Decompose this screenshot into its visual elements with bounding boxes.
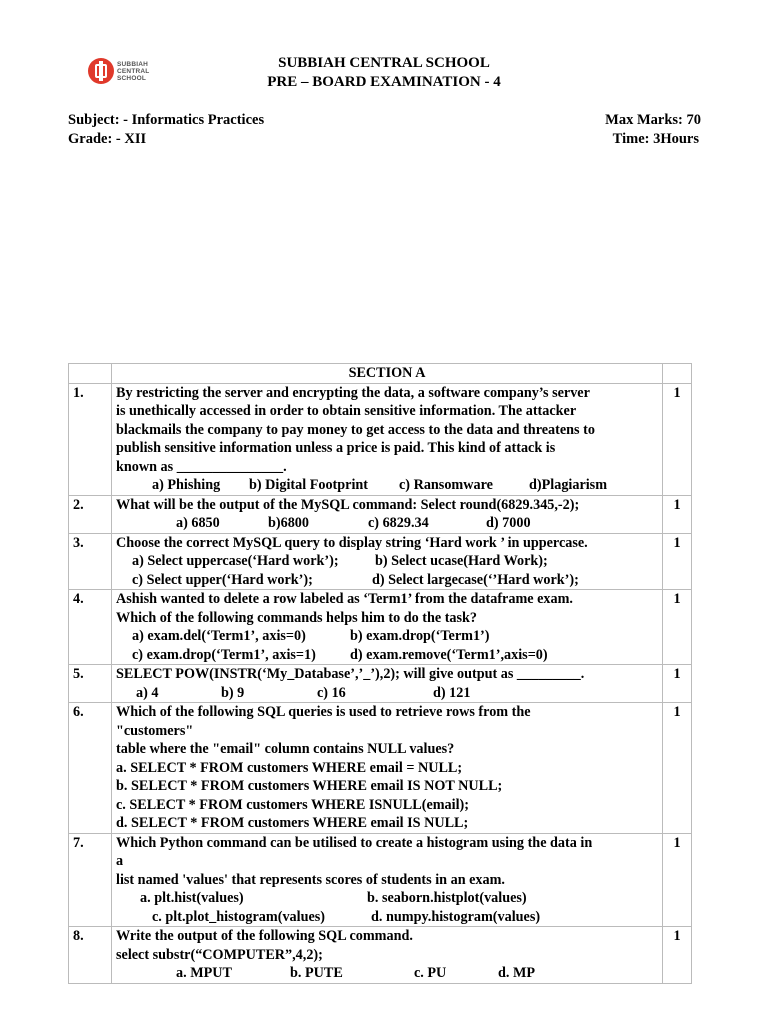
logo-text: SUBBIAH CENTRAL SCHOOL xyxy=(117,60,150,82)
section-row xyxy=(69,364,692,384)
question-text: What will be the output of the MySQL command: Select round(6829.345,-2); a) 6850 b)6800 c) 6829.34 d) 7000 xyxy=(112,495,663,533)
grade: Grade: - XII xyxy=(68,131,147,147)
time: Time: 3Hours xyxy=(612,131,699,147)
question-table xyxy=(68,363,692,984)
question-number: 3. xyxy=(69,533,112,590)
question-number: 7. xyxy=(69,833,112,927)
question-options: a) 6850 b)6800 c) 6829.34 d) 7000 xyxy=(176,515,531,531)
exam-title: PRE – BOARD EXAMINATION - 4 xyxy=(267,74,501,90)
school-name: SUBBIAH CENTRAL SCHOOL xyxy=(278,55,490,71)
question-row xyxy=(69,833,692,927)
question-marks: 1 xyxy=(663,590,692,665)
question-number: 4. xyxy=(69,590,112,665)
subject: Subject: - Informatics Practices xyxy=(68,112,265,128)
question-marks: 1 xyxy=(663,495,692,533)
question-text: Write the output of the following SQL command. select substr(“COMPUTER”,4,2); a. MPUT b. PUTE c. PU d. MP xyxy=(112,927,663,984)
question-options: a. plt.hist(values) b. seaborn.histplot(values) xyxy=(140,890,527,906)
question-marks: 1 xyxy=(663,833,692,927)
question-options: a) Phishing b) Digital Footprint c) Ransomware d)Plagiarism xyxy=(152,477,608,493)
question-row xyxy=(69,927,692,984)
question-text: Choose the correct MySQL query to display string ‘Hard work ’ in uppercase. a) Select uppercase(‘Hard work’); b) Select ucase(Hard Work); c) Select upper(‘Hard work’); d) Select largecase(‘’Hard work’); xyxy=(112,533,663,590)
question-options: a. MPUT b. PUTE c. PU d. MP xyxy=(176,965,536,981)
question-row xyxy=(69,703,692,834)
max-marks: Max Marks: 70 xyxy=(605,112,701,128)
question-text: Which of the following SQL queries is used to retrieve rows from the "customers" table where the "email" column contains NULL values? a. SELECT * FROM customers WHERE email = NULL; b. SELECT * FROM customers WHERE email IS NOT NULL; c. SELECT * FROM customers WHERE ISNULL(email); d. SELECT * FROM customers WHERE email IS NULL; xyxy=(112,703,663,834)
question-marks: 1 xyxy=(663,533,692,590)
question-text: By restricting the server and encrypting the data, a software company’s server is unethically accessed in order to obtain sensitive information. The attacker blackmails the company to pay money to get access to the data and threatens to publish sensitive information unless a price is paid. This kind of attack is known as _______________. a) Phishing b) Digital Footprint c) Ransomware d)Plagiarism xyxy=(112,383,663,495)
question-text: Ashish wanted to delete a row labeled as ‘Term1’ from the dataframe exam. Which of the following commands helps him to do the task? a) exam.del(‘Term1’, axis=0) b) exam.drop(‘Term1’) c) exam.drop(‘Term1’, axis=1) d) exam.remove(‘Term1’,axis=0) xyxy=(112,590,663,665)
question-options: a) Select uppercase(‘Hard work’); b) Select ucase(Hard Work); xyxy=(132,553,548,569)
question-options: a) exam.del(‘Term1’, axis=0) b) exam.drop(‘Term1’) xyxy=(132,628,490,644)
question-row xyxy=(69,383,692,495)
section-title: SECTION A xyxy=(112,364,663,384)
question-marks: 1 xyxy=(663,665,692,703)
question-number: 8. xyxy=(69,927,112,984)
question-number: 1. xyxy=(69,383,112,495)
question-number: 2. xyxy=(69,495,112,533)
question-text: SELECT POW(INSTR(‘My_Database’,’_’),2); will give output as _________. a) 4 b) 9 c) 16 d) 121 xyxy=(112,665,663,703)
question-marks: 1 xyxy=(663,927,692,984)
question-marks: 1 xyxy=(663,383,692,495)
question-number: 5. xyxy=(69,665,112,703)
question-row xyxy=(69,533,692,590)
question-text: Which Python command can be utilised to create a histogram using the data in a list named 'values' that represents scores of students in an exam. a. plt.hist(values) b. seaborn.histplot(values) c. plt.plot_histogram(values) d. numpy.histogram(values) xyxy=(112,833,663,927)
question-row xyxy=(69,590,692,665)
question-row xyxy=(69,665,692,703)
question-number: 6. xyxy=(69,703,112,834)
question-options: a) 4 b) 9 c) 16 d) 121 xyxy=(136,684,471,701)
question-marks: 1 xyxy=(663,703,692,834)
question-row xyxy=(69,495,692,533)
